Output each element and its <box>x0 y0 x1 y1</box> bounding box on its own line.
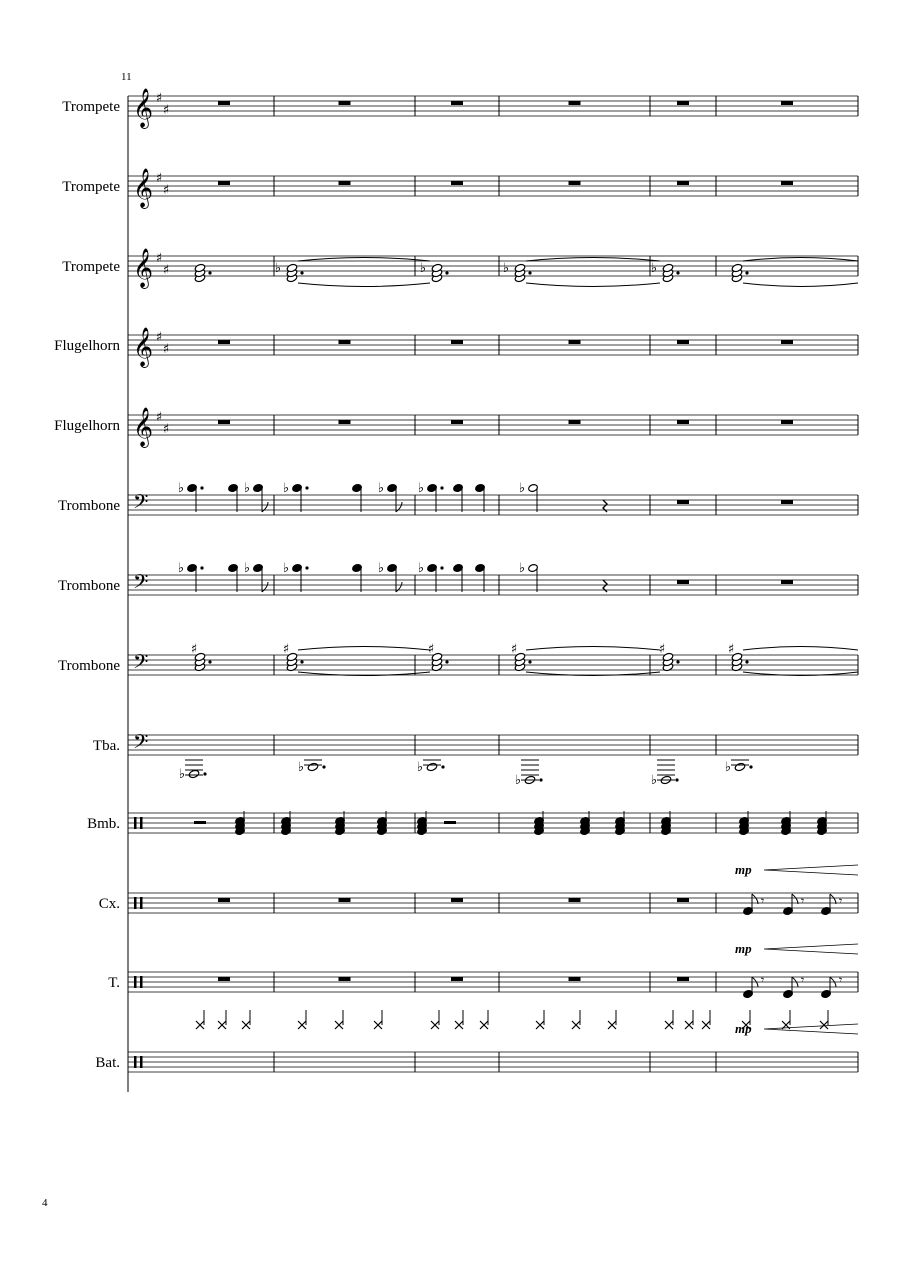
eighth-rest: 𝄾 <box>801 894 805 908</box>
dynamic-mp: mp <box>735 941 752 956</box>
eighth-flag <box>262 582 268 592</box>
treble-clef-icon: 𝄞 <box>133 407 154 447</box>
percussion-clef-icon <box>134 897 137 909</box>
staff <box>108 972 858 992</box>
sharp-sign: ♯ <box>155 330 163 345</box>
flat-sign: ♭ <box>419 261 427 276</box>
flat-sign: ♭ <box>514 773 522 788</box>
x-note-head <box>536 1021 544 1029</box>
staff <box>93 730 858 758</box>
staff-name: Flugelhorn <box>54 418 120 434</box>
flat-sign: ♭ <box>650 773 658 788</box>
bass-clef-icon: 𝄢 <box>133 490 149 518</box>
eighth-rest: 𝄾 <box>761 894 765 908</box>
augmentation-dot <box>749 765 752 768</box>
staff-name: Flugelhorn <box>54 338 120 354</box>
flat-sign: ♭ <box>518 481 526 496</box>
flat-sign: ♭ <box>518 561 526 576</box>
augmentation-dot <box>305 566 308 569</box>
tie <box>526 647 660 651</box>
tie <box>743 647 858 651</box>
flat-sign: ♭ <box>377 481 385 496</box>
whole-rest <box>781 340 793 344</box>
percussion-clef-icon <box>140 1056 143 1068</box>
staff-name: Bmb. <box>87 816 120 832</box>
augmentation-dot <box>745 660 748 663</box>
whole-rest <box>781 101 793 105</box>
augmentation-dot <box>200 566 203 569</box>
tie <box>526 258 660 262</box>
staff <box>62 88 858 129</box>
x-note-head <box>196 1021 204 1029</box>
whole-rest <box>339 420 351 424</box>
whole-rest <box>451 181 463 185</box>
staff-name: Bat. <box>95 1055 120 1071</box>
flat-sign: ♭ <box>282 481 290 496</box>
eighth-rest: 𝄾 <box>839 894 843 908</box>
sharp-sign: ♯ <box>510 642 518 657</box>
percussion-clef-icon <box>134 1056 137 1068</box>
x-note-head <box>431 1021 439 1029</box>
percussion-clef-icon <box>140 897 143 909</box>
sharp-sign: ♯ <box>162 103 170 118</box>
whole-rest <box>569 420 581 424</box>
augmentation-dot <box>445 271 448 274</box>
flat-sign: ♭ <box>177 561 185 576</box>
augmentation-dot <box>675 778 678 781</box>
whole-rest <box>677 340 689 344</box>
staff-name: Trombone <box>58 578 120 594</box>
augmentation-dot <box>528 271 531 274</box>
augmentation-dot <box>445 660 448 663</box>
eighth-flag <box>752 894 758 904</box>
staff-name: Cx. <box>98 896 120 912</box>
sharp-sign: ♯ <box>727 642 735 657</box>
whole-rest <box>218 977 230 981</box>
whole-rest <box>218 101 230 105</box>
tie <box>298 647 430 651</box>
treble-clef-icon: 𝄞 <box>133 248 154 288</box>
staff-name: T. <box>108 975 120 991</box>
x-note-head <box>665 1021 673 1029</box>
eighth-rest: 𝄾 <box>839 973 843 987</box>
whole-rest <box>339 181 351 185</box>
x-note-head <box>374 1021 382 1029</box>
eighth-flag <box>262 502 268 512</box>
whole-rest <box>218 340 230 344</box>
sharp-sign: ♯ <box>155 410 163 425</box>
flat-sign: ♭ <box>417 481 425 496</box>
half-rest <box>444 821 456 824</box>
bass-note-head <box>734 762 746 771</box>
whole-rest <box>569 340 581 344</box>
whole-rest <box>218 181 230 185</box>
x-note-head <box>242 1021 250 1029</box>
sharp-sign: ♯ <box>155 251 163 266</box>
x-note-head <box>685 1021 693 1029</box>
x-note-head <box>335 1021 343 1029</box>
whole-rest <box>569 101 581 105</box>
whole-rest <box>781 580 793 584</box>
augmentation-dot <box>208 271 211 274</box>
whole-rest <box>677 420 689 424</box>
whole-rest <box>218 898 230 902</box>
flat-sign: ♭ <box>178 767 186 782</box>
bass-clef-icon: 𝄢 <box>133 650 149 678</box>
flat-sign: ♭ <box>177 481 185 496</box>
augmentation-dot <box>305 486 308 489</box>
whole-rest <box>339 977 351 981</box>
x-note-head <box>298 1021 306 1029</box>
x-note-head <box>820 1021 828 1029</box>
tie <box>743 283 858 287</box>
sharp-sign: ♯ <box>190 642 198 657</box>
sharp-sign: ♯ <box>427 642 435 657</box>
crescendo-hairpin <box>764 1024 858 1034</box>
staff-name: Trompete <box>62 259 120 275</box>
whole-rest <box>781 181 793 185</box>
sharp-sign: ♯ <box>658 642 666 657</box>
percussion-clef-icon <box>134 976 137 988</box>
whole-rest <box>781 420 793 424</box>
treble-clef-icon: 𝄞 <box>133 88 154 128</box>
sharp-sign: ♯ <box>162 342 170 357</box>
augmentation-dot <box>440 566 443 569</box>
page-number: 4 <box>42 1197 48 1209</box>
staff <box>54 407 858 448</box>
flat-sign: ♭ <box>724 760 732 775</box>
whole-rest <box>569 977 581 981</box>
whole-rest <box>781 500 793 504</box>
percussion-clef-icon <box>140 976 143 988</box>
x-note-head <box>702 1021 710 1029</box>
treble-clef-icon: 𝄞 <box>133 327 154 367</box>
flat-sign: ♭ <box>377 561 385 576</box>
augmentation-dot <box>676 271 679 274</box>
whole-rest <box>677 181 689 185</box>
eighth-flag <box>830 894 836 904</box>
crescendo-hairpin <box>764 944 858 954</box>
augmentation-dot <box>300 660 303 663</box>
sharp-sign: ♯ <box>282 642 290 657</box>
dynamic-mp: mp <box>735 862 752 877</box>
measure-number: 11 <box>121 71 132 83</box>
x-note-head <box>218 1021 226 1029</box>
crescendo-hairpin <box>764 865 858 875</box>
eighth-rest: 𝄾 <box>801 973 805 987</box>
bass-note-head <box>426 762 438 771</box>
flat-sign: ♭ <box>650 261 658 276</box>
augmentation-dot <box>440 486 443 489</box>
bass-clef-icon: 𝄢 <box>133 730 149 758</box>
percussion-clef-icon <box>134 817 137 829</box>
sharp-sign: ♯ <box>162 422 170 437</box>
staff <box>95 1052 858 1072</box>
augmentation-dot <box>322 765 325 768</box>
flat-sign: ♭ <box>243 561 251 576</box>
augmentation-dot <box>441 765 444 768</box>
augmentation-dot <box>300 271 303 274</box>
flat-sign: ♭ <box>502 261 510 276</box>
whole-rest <box>451 977 463 981</box>
staff <box>62 168 858 209</box>
augmentation-dot <box>539 778 542 781</box>
x-note-head <box>608 1021 616 1029</box>
treble-clef-icon: 𝄞 <box>133 168 154 208</box>
tie <box>526 283 660 287</box>
flat-sign: ♭ <box>274 261 282 276</box>
whole-rest <box>339 101 351 105</box>
whole-rest <box>218 420 230 424</box>
whole-rest <box>569 898 581 902</box>
eighth-flag <box>396 582 402 592</box>
sharp-sign: ♯ <box>155 171 163 186</box>
flat-sign: ♭ <box>297 760 305 775</box>
flat-sign: ♭ <box>417 561 425 576</box>
whole-rest <box>339 898 351 902</box>
sharp-sign: ♯ <box>155 91 163 106</box>
augmentation-dot <box>208 660 211 663</box>
whole-rest <box>677 101 689 105</box>
staff-name: Trompete <box>62 179 120 195</box>
augmentation-dot <box>200 486 203 489</box>
whole-rest <box>569 181 581 185</box>
tie <box>298 283 430 287</box>
tie <box>298 258 430 262</box>
x-note-head <box>480 1021 488 1029</box>
flat-sign: ♭ <box>416 760 424 775</box>
whole-rest <box>677 898 689 902</box>
flat-sign: ♭ <box>243 481 251 496</box>
x-note-head <box>455 1021 463 1029</box>
whole-rest <box>451 898 463 902</box>
whole-rest <box>677 580 689 584</box>
flat-sign: ♭ <box>282 561 290 576</box>
staff-name: Trompete <box>62 99 120 115</box>
eighth-rest: 𝄾 <box>761 973 765 987</box>
eighth-flag <box>792 894 798 904</box>
augmentation-dot <box>203 772 206 775</box>
whole-rest <box>451 340 463 344</box>
bass-note-head <box>188 769 200 778</box>
whole-rest <box>677 977 689 981</box>
bass-clef-icon: 𝄢 <box>133 570 149 598</box>
staff <box>54 327 858 368</box>
half-rest <box>194 821 206 824</box>
staff-name: Tba. <box>92 738 120 754</box>
whole-rest <box>451 420 463 424</box>
dynamic-mp: mp <box>735 1021 752 1036</box>
sharp-sign: ♯ <box>162 263 170 278</box>
augmentation-dot <box>528 660 531 663</box>
sharp-sign: ♯ <box>162 183 170 198</box>
whole-rest <box>339 340 351 344</box>
x-note-head <box>572 1021 580 1029</box>
staff-name: Trombone <box>58 498 120 514</box>
eighth-flag <box>396 502 402 512</box>
staff-name: Trombone <box>58 658 120 674</box>
tie <box>743 258 858 262</box>
augmentation-dot <box>676 660 679 663</box>
bass-note-head <box>307 762 319 771</box>
whole-rest <box>677 500 689 504</box>
percussion-clef-icon <box>140 817 143 829</box>
augmentation-dot <box>745 271 748 274</box>
whole-rest <box>451 101 463 105</box>
